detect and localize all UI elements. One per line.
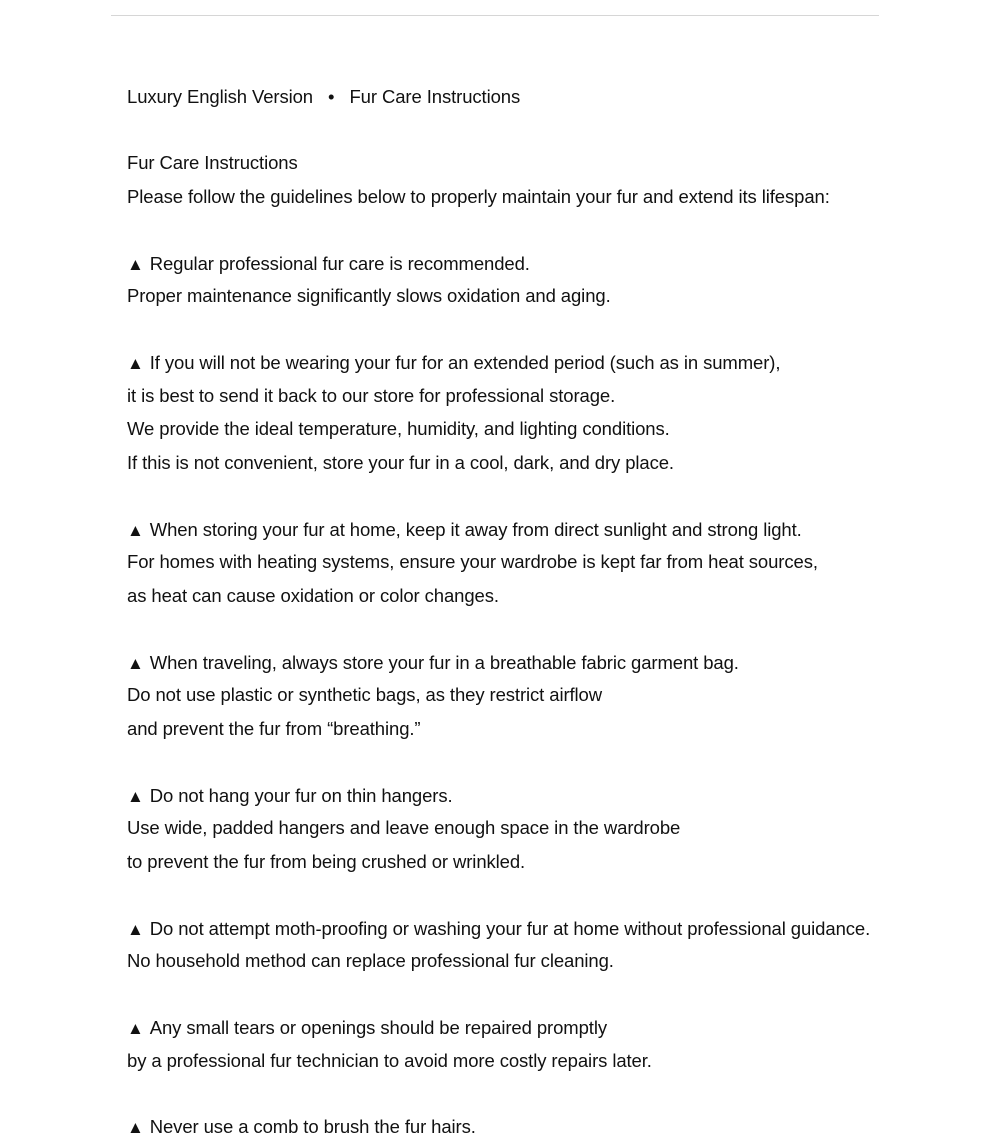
triangle-bullet-icon: ▲ bbox=[127, 654, 144, 673]
care-item-heading-text: Do not hang your fur on thin hangers. bbox=[149, 785, 453, 806]
care-item-line: to prevent the fur from being crushed or wrinkled. bbox=[127, 851, 526, 872]
care-item-heading bbox=[127, 917, 870, 942]
care-item-line: as heat can cause oxidation or color changes. bbox=[127, 585, 499, 606]
triangle-bullet-icon: ▲ bbox=[127, 1118, 144, 1137]
care-item-heading-text: When storing your fur at home, keep it away from direct sunlight and strong light. bbox=[149, 519, 802, 540]
care-item-line: and prevent the fur from “breathing.” bbox=[127, 718, 421, 739]
care-item-line: it is best to send it back to our store for professional storage. bbox=[127, 385, 616, 406]
care-item-heading bbox=[127, 1115, 476, 1140]
care-item-line: We provide the ideal temperature, humidity, and lighting conditions. bbox=[127, 418, 670, 439]
care-item-line: If this is not convenient, store your fur in a cool, dark, and dry place. bbox=[127, 452, 674, 473]
top-divider bbox=[111, 15, 879, 16]
triangle-bullet-icon: ▲ bbox=[127, 1019, 144, 1038]
care-item-heading-text: If you will not be wearing your fur for an extended period (such as in summer), bbox=[149, 352, 781, 373]
care-item-line: by a professional fur technician to avoid more costly repairs later. bbox=[127, 1050, 652, 1071]
care-item-heading bbox=[127, 351, 780, 376]
header-separator: • bbox=[328, 86, 335, 107]
care-item-line: Do not use plastic or synthetic bags, as they restrict airflow bbox=[127, 684, 603, 705]
intro-title: Fur Care Instructions bbox=[127, 152, 298, 173]
care-item-line: Proper maintenance significantly slows oxidation and aging. bbox=[127, 285, 611, 306]
intro-text: Please follow the guidelines below to properly maintain your fur and extend its lifespan: bbox=[127, 186, 830, 207]
triangle-bullet-icon: ▲ bbox=[127, 521, 144, 540]
care-item-line: Use wide, padded hangers and leave enough space in the wardrobe bbox=[127, 817, 681, 838]
care-item-heading bbox=[127, 651, 739, 676]
care-item-line: For homes with heating systems, ensure your wardrobe is kept far from heat sources, bbox=[127, 551, 818, 572]
care-item-heading bbox=[127, 252, 530, 277]
care-item-heading bbox=[127, 518, 802, 543]
care-item-heading bbox=[127, 1016, 607, 1041]
care-item-heading-text: Regular professional fur care is recommended. bbox=[149, 253, 530, 274]
triangle-bullet-icon: ▲ bbox=[127, 920, 144, 939]
care-item-heading-text: When traveling, always store your fur in a breathable fabric garment bag. bbox=[149, 652, 739, 673]
triangle-bullet-icon: ▲ bbox=[127, 255, 144, 274]
brand-line: Luxury English Version bbox=[127, 86, 313, 107]
triangle-bullet-icon: ▲ bbox=[127, 354, 144, 373]
care-item-heading-text: Never use a comb to brush the fur hairs. bbox=[149, 1116, 476, 1137]
care-item-line: No household method can replace professional fur cleaning. bbox=[127, 950, 614, 971]
care-item-heading-text: Any small tears or openings should be repaired promptly bbox=[149, 1017, 607, 1038]
care-item-heading bbox=[127, 784, 453, 809]
header-section-title: Fur Care Instructions bbox=[349, 86, 521, 107]
document-header bbox=[127, 85, 520, 109]
triangle-bullet-icon: ▲ bbox=[127, 787, 144, 806]
care-item-heading-text: Do not attempt moth-proofing or washing your fur at home without professional guidance. bbox=[149, 918, 871, 939]
